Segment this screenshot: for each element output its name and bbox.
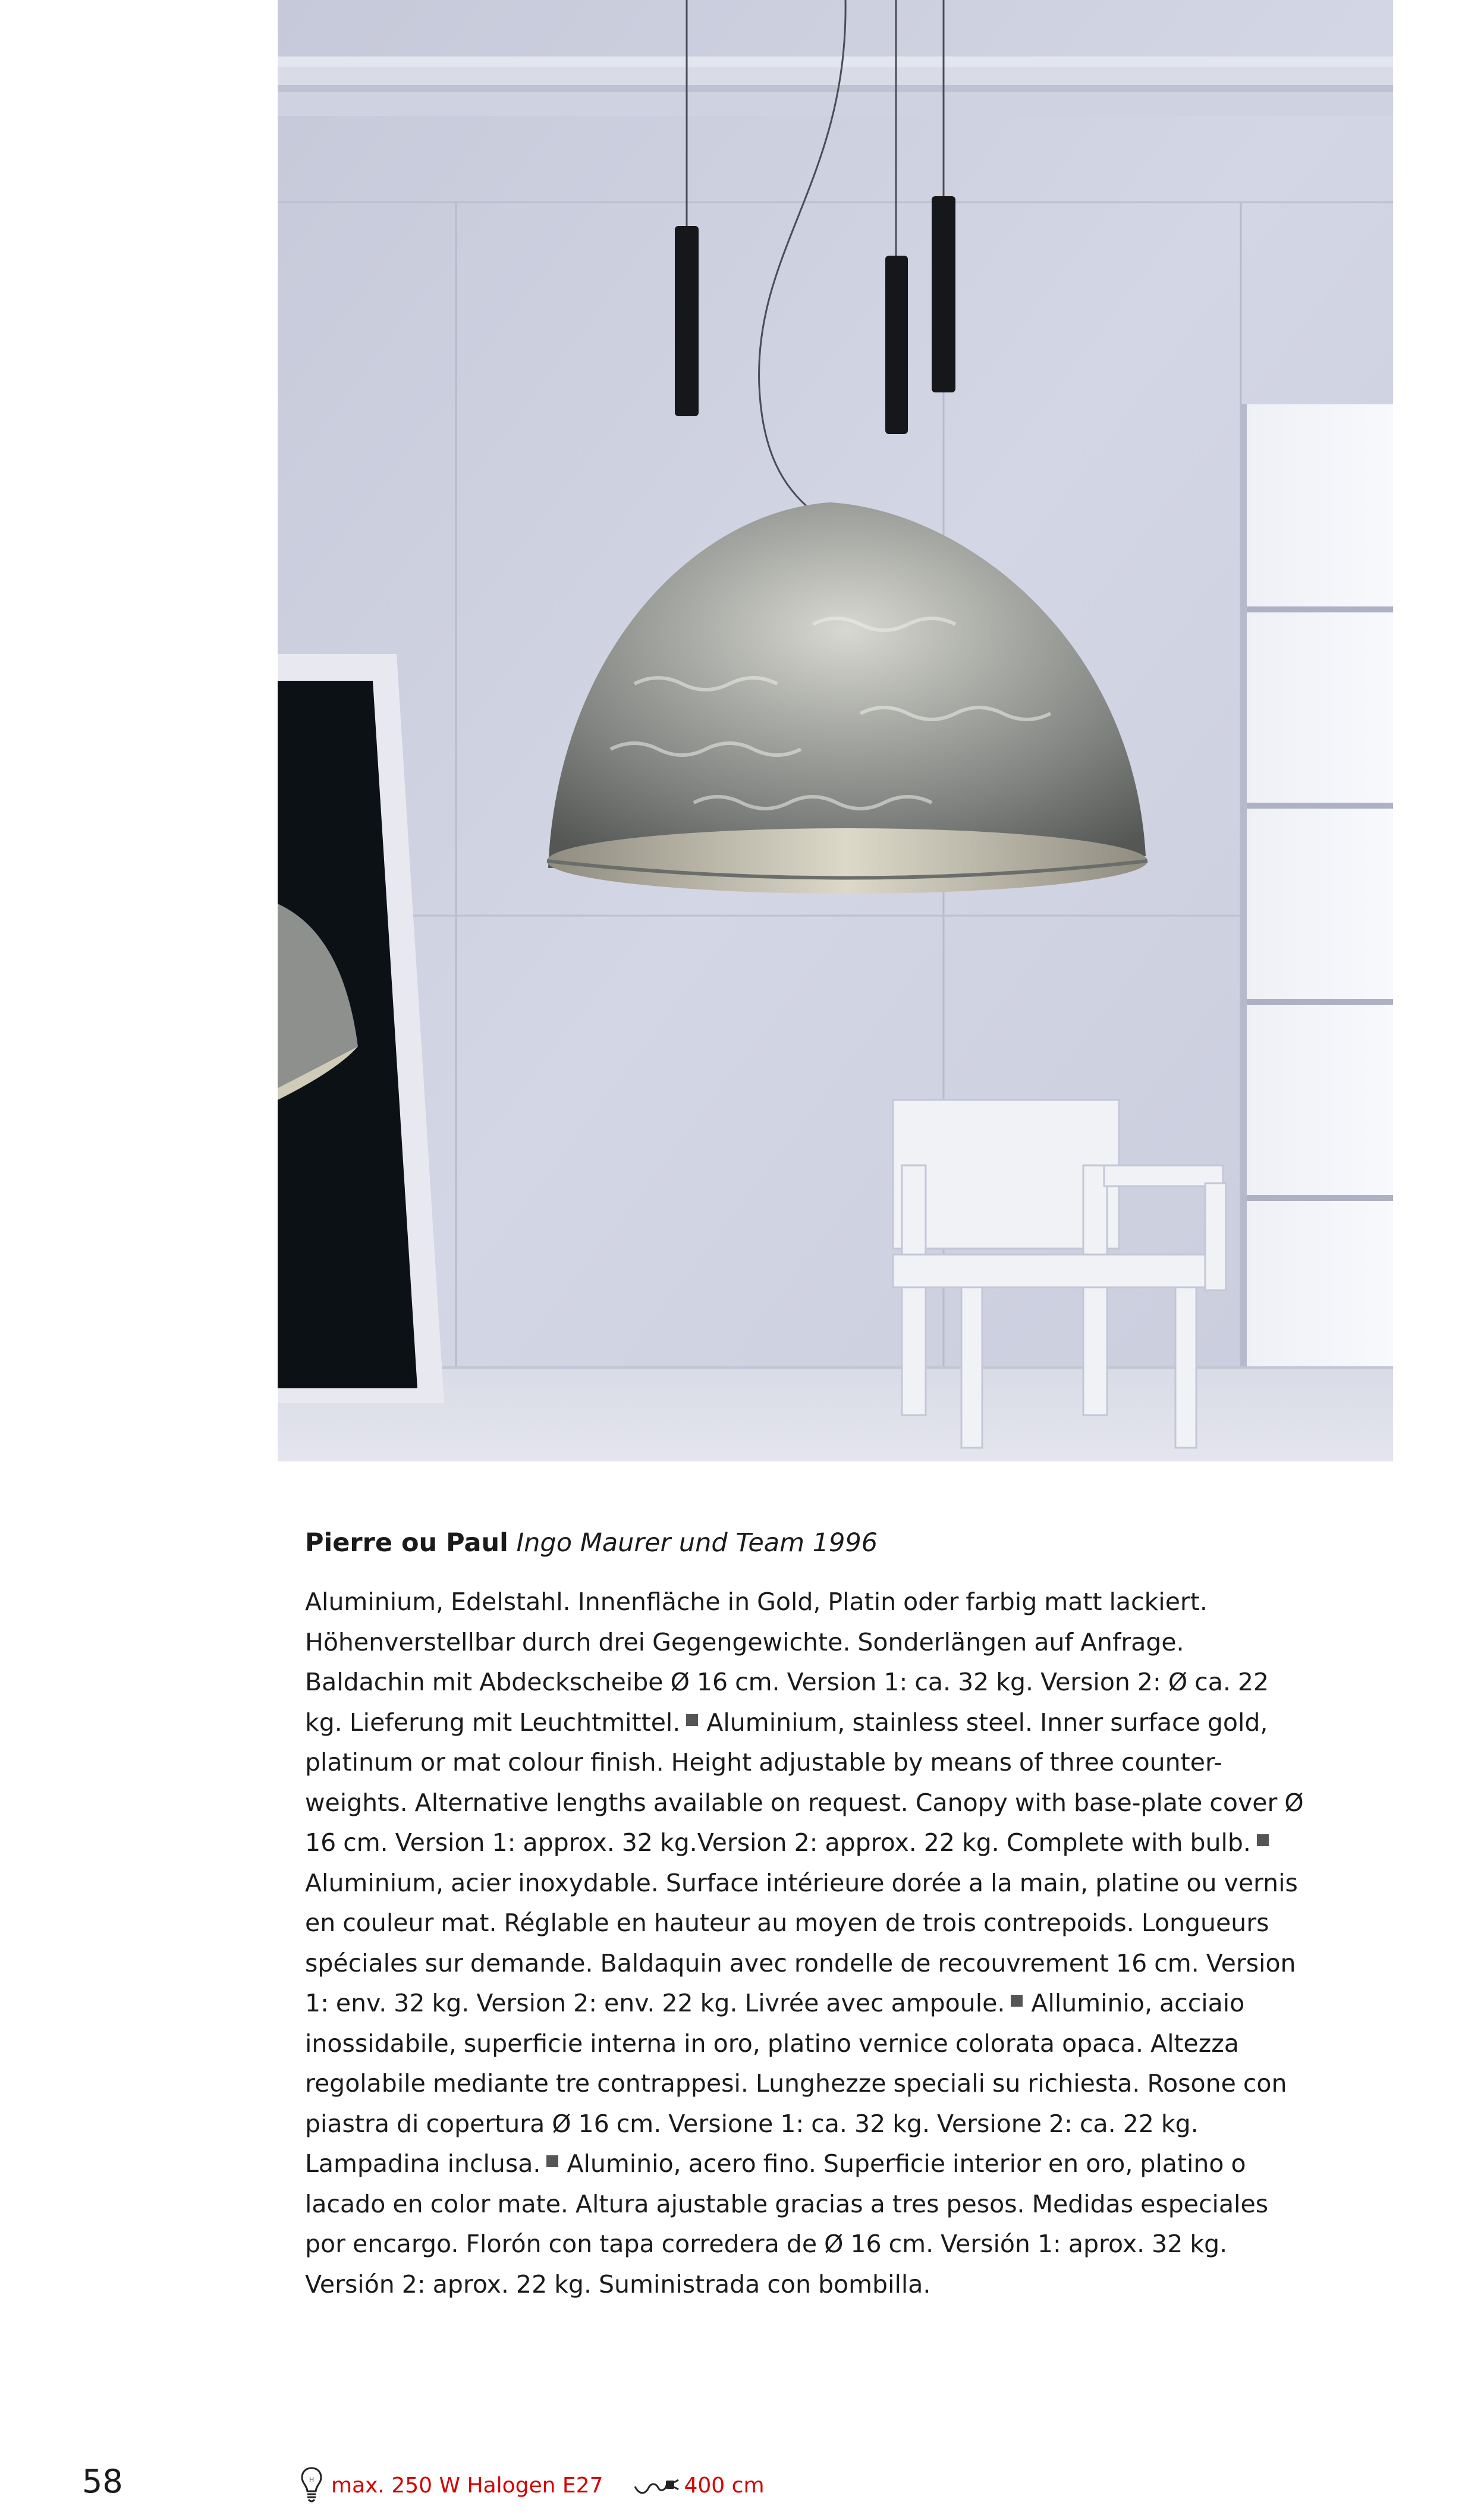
cable-plug-icon xyxy=(633,2472,680,2498)
svg-text:H: H xyxy=(309,2476,315,2484)
bulb-spec-text: max. 250 W Halogen E27 xyxy=(331,2473,603,2498)
description-german: Aluminium, Edelstahl. Innenfläche in Gold, Platin oder farbig matt lackiert. Höhenverstellbar durch drei Gegengewichte. Sonderlängen auf Anfrage. Baldachin mit Abdeckscheibe Ø 16 cm. Version 1: ca. 32 kg. Version 2: Ø ca. 22 kg. Lieferung mit Leuchtmittel. xyxy=(305,1587,1269,1737)
lightbulb-icon xyxy=(300,2466,323,2504)
separator-square-icon xyxy=(686,1714,698,1726)
product-description xyxy=(305,1582,1310,2305)
description-french: Aluminium, acier inoxydable. Surface intérieure dorée a la main, platine ou vernis en couleur mat. Réglable en hauteur au moyen de trois contrepoids. Longueurs spéciales sur demande. Baldaquin avec rondelle de recouvrement 16 cm. Version 1: env. 32 kg. Version 2: env. 22 kg. Livrée avec ampoule. xyxy=(305,1868,1298,2017)
product-heading xyxy=(305,1525,1310,1561)
description-italian: Alluminio, acciaio inossidabile, superficie interna in oro, platino vernice colorata opaca. Altezza regolabile mediante tre contrappesi. Lunghezze speciali su richiesta. Rosone con piastra di copertura Ø 16 cm. Versione 1: ca. 32 kg. Versione 2: ca. 22 kg. Lampadina inclusa. xyxy=(305,1989,1287,2178)
page-number: 58 xyxy=(82,2463,123,2500)
product-text xyxy=(305,1525,1310,2305)
separator-square-icon xyxy=(1257,1834,1269,1846)
description-spanish: Aluminio, acero fino. Superficie interior en oro, platino o lacado en color mate. Altura ajustable gracias a tres pesos. Medidas especiales por encargo. Florón con tapa corredera de Ø 16 cm. Versión 1: aprox. 32 kg. Versión 2: aprox. 22 kg. Suministrada con bombilla. xyxy=(305,2149,1269,2299)
separator-square-icon xyxy=(1011,1995,1023,2007)
cable-length-text: 400 cm xyxy=(684,2473,765,2498)
product-designer: Ingo Maurer und Team 1996 xyxy=(516,1528,878,1558)
product-name: Pierre ou Paul xyxy=(305,1528,508,1558)
description-english: Aluminium, stainless steel. Inner surface gold, platinum or mat colour finish. Height adjustable by means of three counter-weights. Alternative lengths available on request. Canopy with base-plate cover Ø 16 cm. Version 1: approx. 32 kg.Version 2: approx. 22 kg. Complete with bulb. xyxy=(305,1708,1304,1857)
separator-square-icon xyxy=(546,2155,558,2167)
footer-spec xyxy=(300,2464,765,2506)
product-photo xyxy=(278,0,1393,1461)
